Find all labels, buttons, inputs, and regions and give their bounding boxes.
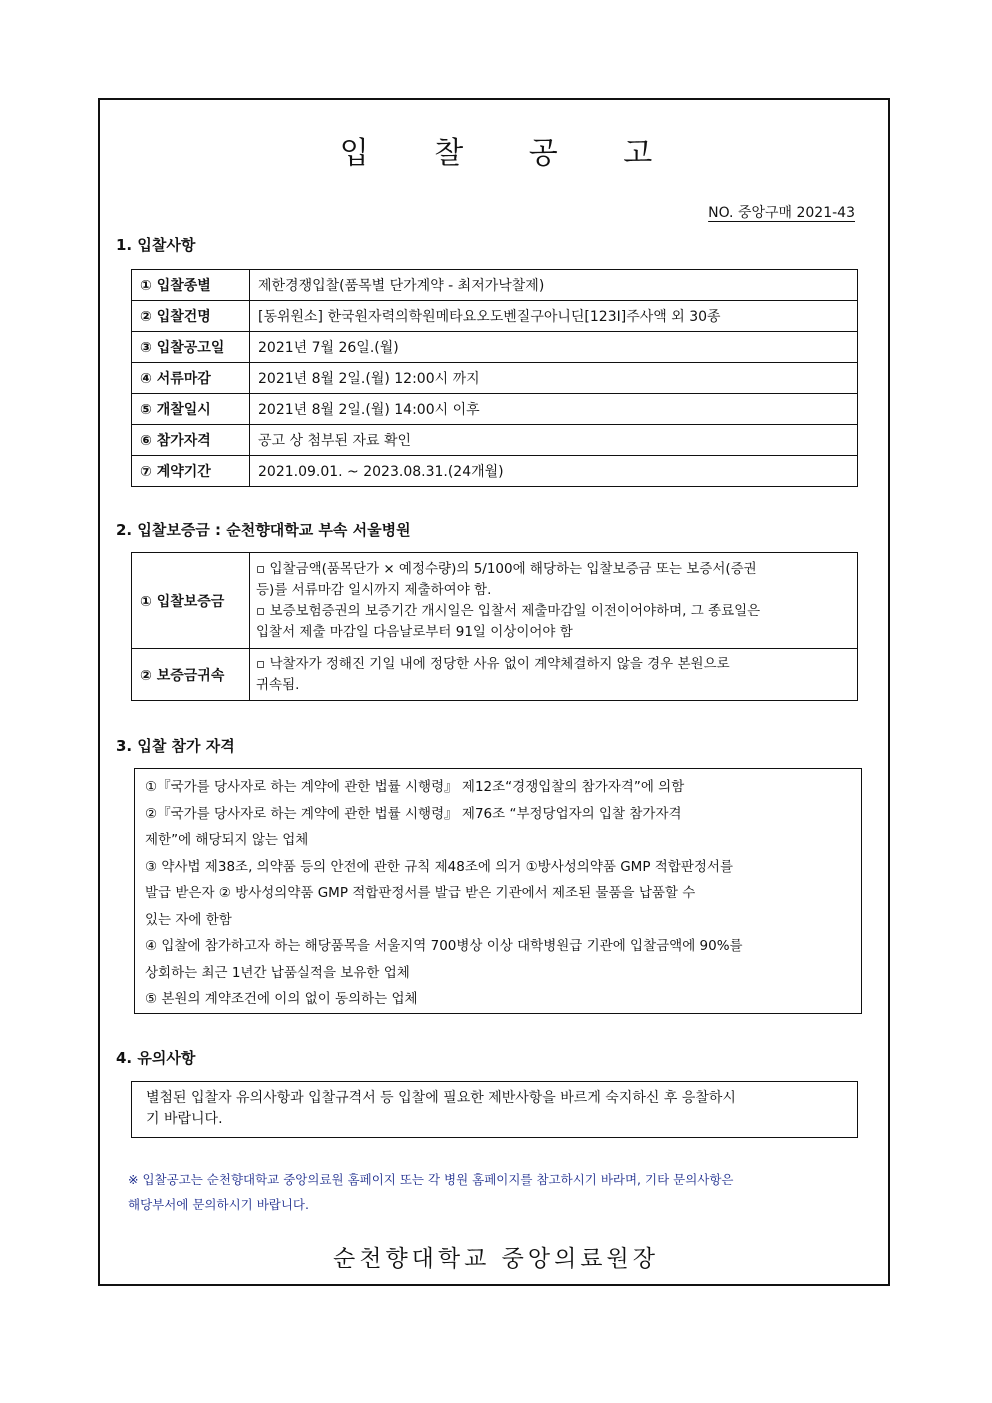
bond-line: 입찰서 제출 마감일 다음날로부터 91일 이상이어야 함 <box>256 623 573 640</box>
notes-line: 기 바랍니다. <box>146 1111 223 1127</box>
row-value: [동위원소] 한국원자력의학원메타요오도벤질구아니딘[123I]주사액 외 30종 <box>250 301 858 332</box>
bid-bond-table <box>131 552 858 701</box>
qualification-line: ③ 약사법 제38조, 의약품 등의 안전에 관한 규칙 제48조에 의거 ①방사성의약품 GMP 적합판정서를 <box>145 858 733 875</box>
document-title: 입 찰 공 고 <box>339 136 681 171</box>
bond-label: ① 입찰보증금 <box>132 553 250 649</box>
bond-line: ▫ 입찰금액(품목단가 × 예정수량)의 5/100에 해당하는 입찰보증금 또는 보증서(증권 <box>256 560 757 577</box>
table-row <box>132 425 858 456</box>
notes-line: 별첨된 입찰자 유의사항과 입찰규격서 등 입찰에 필요한 제반사항을 바르게 숙지하신 후 응찰하시 <box>146 1090 736 1106</box>
row-label: ⑥ 참가자격 <box>132 425 250 456</box>
qualification-line: 제한”에 해당되지 않는 업체 <box>145 832 309 848</box>
table-row <box>132 649 858 701</box>
row-value: 2021년 8월 2일.(월) 12:00시 까지 <box>250 363 858 394</box>
row-label: ⑦ 계약기간 <box>132 456 250 487</box>
section-1-heading: 1. 입찰사항 <box>116 236 196 254</box>
section-3-heading: 3. 입찰 참가 자격 <box>116 737 235 755</box>
row-value: 2021년 8월 2일.(월) 14:00시 이후 <box>250 394 858 425</box>
qualification-box <box>134 768 862 1014</box>
row-value: 공고 상 첨부된 자료 확인 <box>250 425 858 456</box>
footnote-line: ※ 입찰공고는 순천향대학교 중앙의료원 홈페이지 또는 각 병원 홈페이지를 참고하시기 바라며, 기타 문의사항은 <box>128 1172 734 1187</box>
qualification-line: ①『국가를 당사자로 하는 계약에 관한 법률 시행령』 제12조“경쟁입찰의 참가자격”에 의함 <box>145 779 685 795</box>
forfeit-description <box>250 649 858 701</box>
table-row <box>132 301 858 332</box>
table-row <box>132 394 858 425</box>
row-label: ④ 서류마감 <box>132 363 250 394</box>
forfeit-line: 귀속됨. <box>256 676 300 693</box>
section-4-heading: 4. 유의사항 <box>116 1049 196 1067</box>
notes-box <box>131 1081 858 1138</box>
row-value: 제한경쟁입찰(품목별 단가계약 - 최저가낙찰제) <box>250 270 858 301</box>
qualification-line: 발급 받은자 ② 방사성의약품 GMP 적합판정서를 발급 받은 기관에서 제조된 물품을 납품할 수 <box>145 885 696 901</box>
table-row <box>132 270 858 301</box>
notice-number: NO. 중앙구매 2021-43 <box>708 205 855 221</box>
forfeit-label: ② 보증금귀속 <box>132 649 250 701</box>
bond-line: ▫ 보증보험증권의 보증기간 개시일은 입찰서 제출마감일 이전이어야하며, 그 종료일은 <box>256 602 761 619</box>
row-label: ② 입찰건명 <box>132 301 250 332</box>
table-row <box>132 456 858 487</box>
forfeit-line: ▫ 낙찰자가 정해진 기일 내에 정당한 사유 없이 계약체결하지 않을 경우 본원으로 <box>256 655 730 672</box>
qualification-line: ⑤ 본원의 계약조건에 이의 없이 동의하는 업체 <box>145 991 418 1007</box>
qualification-line: ④ 입찰에 참가하고자 하는 해당품목을 서울지역 700병상 이상 대학병원급 기관에 입찰금액에 90%를 <box>145 938 743 954</box>
qualification-line: ②『국가를 당사자로 하는 계약에 관한 법률 시행령』 제76조 “부정당업자의 입찰 참가자격 <box>145 805 682 822</box>
table-row <box>132 332 858 363</box>
qualification-line: 상회하는 최근 1년간 납품실적을 보유한 업체 <box>145 964 410 981</box>
row-label: ⑤ 개찰일시 <box>132 394 250 425</box>
qualification-line: 있는 자에 한함 <box>145 911 232 928</box>
bond-line: 등)를 서류마감 일시까지 제출하여야 함. <box>256 581 492 598</box>
bond-description <box>250 553 858 649</box>
table-row <box>132 363 858 394</box>
row-label: ① 입찰종별 <box>132 270 250 301</box>
footnote-line: 해당부서에 문의하시기 바랍니다. <box>128 1197 309 1212</box>
row-value: 2021.09.01. ~ 2023.08.31.(24개월) <box>250 456 858 487</box>
row-value: 2021년 7월 26일.(월) <box>250 332 858 363</box>
table-row <box>132 553 858 649</box>
bid-details-table <box>131 269 858 487</box>
row-label: ③ 입찰공고일 <box>132 332 250 363</box>
section-2-heading: 2. 입찰보증금 : 순천향대학교 부속 서울병원 <box>116 521 411 539</box>
issuer-signature: 순천향대학교 중앙의료원장 <box>333 1246 659 1272</box>
